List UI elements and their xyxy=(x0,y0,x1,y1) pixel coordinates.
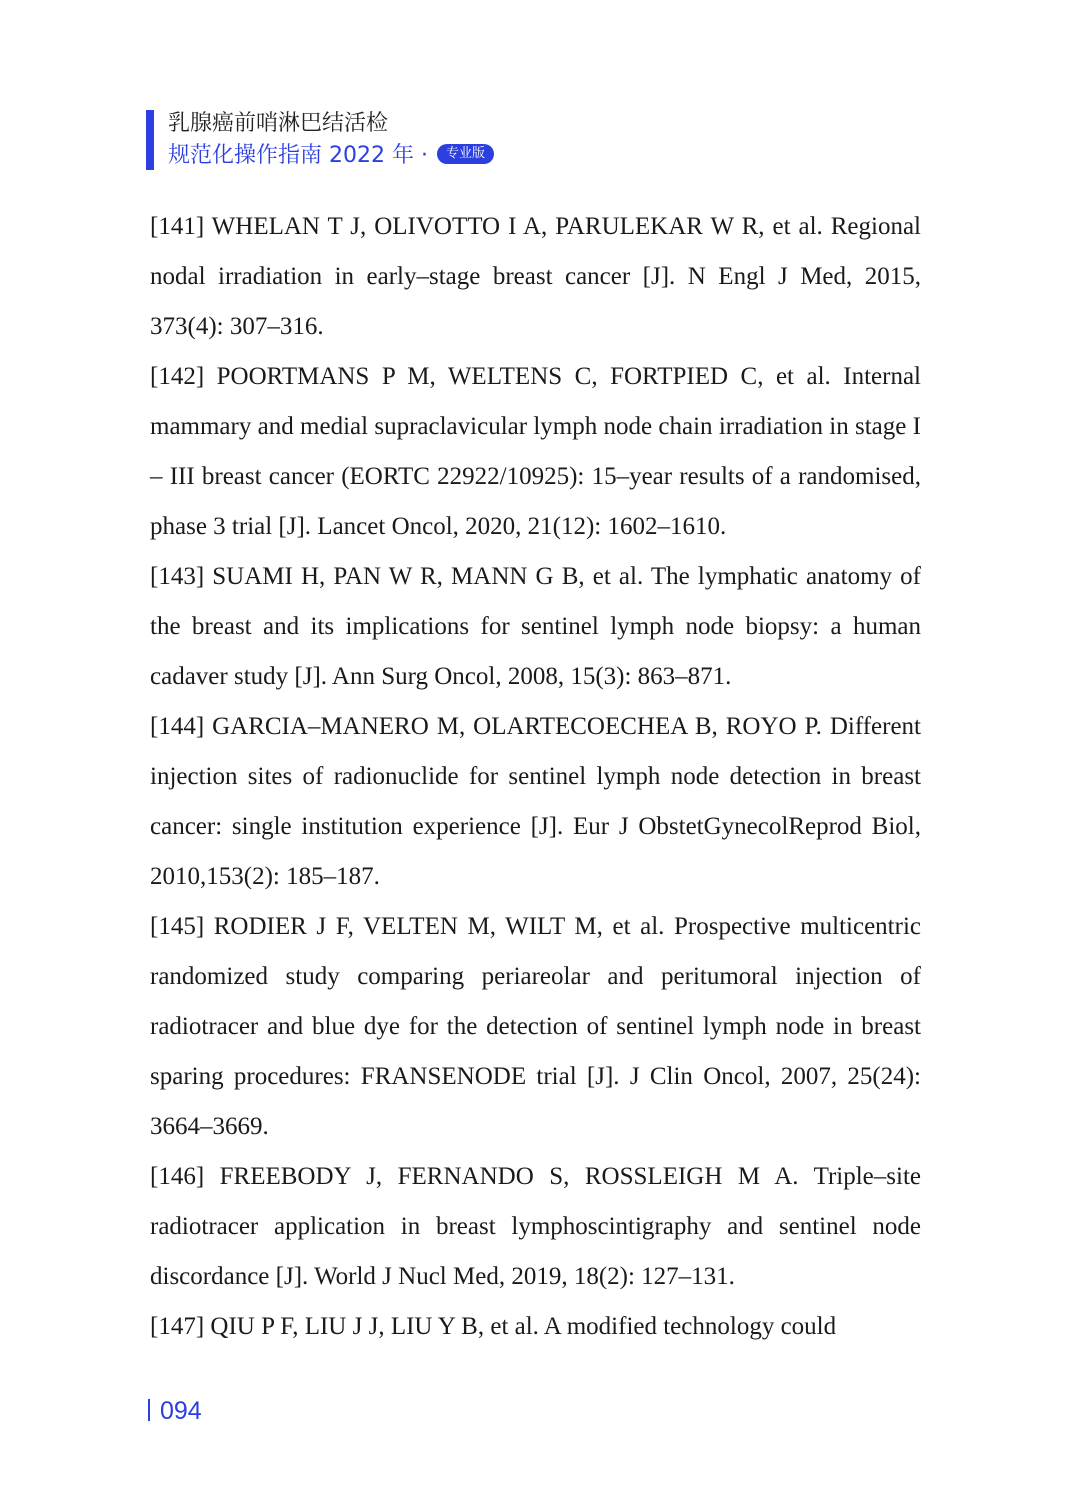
edition-badge: 专业版 xyxy=(437,144,494,164)
reference-142: [142] POORTMANS P M, WELTENS C, FORTPIED C, et al. Internal mammary and medial supraclavicular lymph node chain irradiation in stage I – III breast cancer (EORTC 22922/10925): 15–year results of a randomised, phase 3 trial [J]. Lancet Oncol, 2020, 21(12): 1602–1610. xyxy=(150,363,921,540)
footer-separator xyxy=(148,1399,150,1421)
header-accent-bar xyxy=(146,110,154,170)
reference-144: [144] GARCIA–MANERO M, OLARTECOECHEA B, ROYO P. Different injection sites of radionuclide for sentinel lymph node detection in breast cancer: single institution experience [J]. Eur J ObstetGynecolReprod Biol, 2010,153(2): 185–187. xyxy=(150,713,921,890)
book-subtitle xyxy=(168,142,494,170)
reference-147: [147] QIU P F, LIU J J, LIU Y B, et al. A modified technology could xyxy=(150,1313,837,1340)
page-footer xyxy=(148,1396,202,1426)
reference-145: [145] RODIER J F, VELTEN M, WILT M, et al. Prospective multicentric randomized study comparing periareolar and peritumoral injection of radiotracer and blue dye for the detection of sentinel lymph node in breast sparing procedures: FRANSENODE trial [J]. J Clin Oncol, 2007, 25(24): 3664–3669. xyxy=(150,913,921,1140)
reference-146: [146] FREEBODY J, FERNANDO S, ROSSLEIGH M A. Triple–site radiotracer application in breast lymphoscintigraphy and sentinel node discordance [J]. World J Nucl Med, 2019, 18(2): 127–131. xyxy=(150,1163,921,1290)
reference-list xyxy=(150,202,921,1352)
book-title: 乳腺癌前哨淋巴结活检 xyxy=(168,111,389,136)
page-number: 094 xyxy=(160,1397,202,1425)
reference-143: [143] SUAMI H, PAN W R, MANN G B, et al. The lymphatic anatomy of the breast and its implications for sentinel lymph node biopsy: a human cadaver study [J]. Ann Surg Oncol, 2008, 15(3): 863–871. xyxy=(150,563,921,690)
reference-141: [141] WHELAN T J, OLIVOTTO I A, PARULEKAR W R, et al. Regional nodal irradiation in early–stage breast cancer [J]. N Engl J Med, 2015, 373(4): 307–316. xyxy=(150,213,921,340)
book-subtitle-text: 规范化操作指南 2022 年 · xyxy=(168,143,428,168)
